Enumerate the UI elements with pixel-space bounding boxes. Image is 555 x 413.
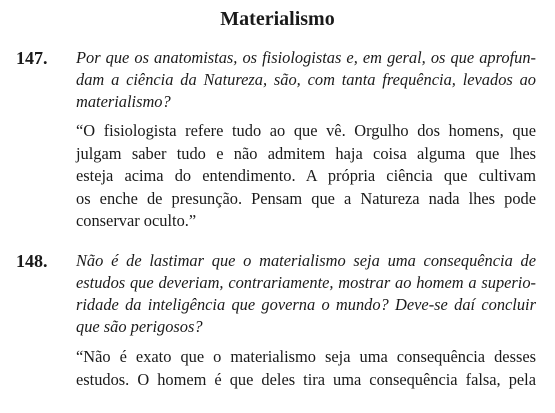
question-line: Não é de lastimar que o materialismo seja uma consequência de <box>76 251 536 270</box>
answer-text <box>76 346 536 391</box>
question-line: que são perigosos? <box>76 317 203 336</box>
question-line: dam a ciência da Natureza, são, com tanta frequência, levados ao <box>76 70 536 89</box>
answer-line: os enche de presunção. Pensam que a Natureza nada lhes pode <box>76 188 536 208</box>
answer-line: esteja acima do entendimento. A própria ciência que cultivam <box>76 166 536 185</box>
answer-line: “Não é exato que o materialismo seja uma consequência desses <box>76 347 536 366</box>
answer-line: estudos. O homem é que deles tira uma consequência falsa, pela <box>76 369 536 389</box>
answer-text <box>76 120 536 233</box>
question-line: ridade da inteligência que governa o mundo? Deve-se daí concluir <box>76 295 536 314</box>
question-text <box>76 47 536 113</box>
answer-line: conservar oculto.” <box>76 211 197 230</box>
question-line: Por que os anatomistas, os fisiologistas e, em geral, os que aprofun- <box>76 48 536 67</box>
question-text <box>76 250 536 338</box>
answer-line: julgam saber tudo e não admitem haja coisa alguma que lhes <box>76 143 536 163</box>
question-number: 147. <box>16 48 48 68</box>
question-number: 148. <box>16 251 48 271</box>
section-title: Materialismo <box>220 8 335 30</box>
question-line: materialismo? <box>76 92 171 111</box>
answer-line: “O fisiologista refere tudo ao que vê. Orgulho dos homens, que <box>76 121 536 140</box>
question-line: estudos que deveriam, contrariamente, mostrar ao homem a superio- <box>76 273 536 292</box>
